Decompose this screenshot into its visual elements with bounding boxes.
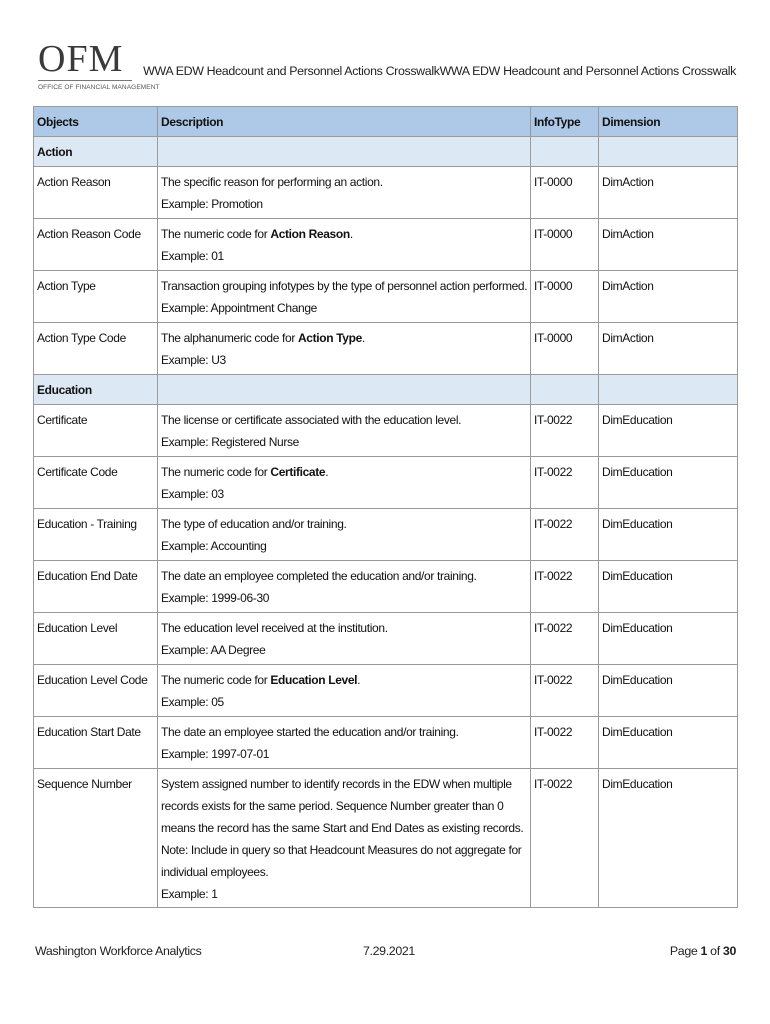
- table-row: [34, 405, 738, 457]
- table-header-row: [34, 107, 738, 137]
- infotype-cell: IT-0022: [531, 717, 599, 769]
- description-pre: The alphanumeric code for: [161, 331, 298, 345]
- description-cell: [158, 219, 531, 271]
- description-post: .: [357, 673, 361, 687]
- description-example: Example: 03: [161, 487, 224, 501]
- infotype-cell: IT-0000: [531, 271, 599, 323]
- table-row: [34, 561, 738, 613]
- column-header-description: Description: [158, 107, 531, 137]
- description-text: [161, 461, 528, 483]
- object-cell: Action Type Code: [34, 323, 158, 375]
- column-header-infotype: InfoType: [531, 107, 599, 137]
- description-note: Note: Include in query so that Headcount Measures do not aggregate for individual employees.: [161, 843, 522, 879]
- section-empty-cell: [599, 375, 738, 405]
- description-cell: [158, 613, 531, 665]
- description-text: System assigned number to identify records in the EDW when multiple records exists for the same period. Sequence Number greater than 0 means the record has the same Start and End Dates as existing records.: [161, 777, 524, 835]
- infotype-cell: IT-0022: [531, 769, 599, 908]
- page-of: of: [707, 944, 723, 958]
- description-pre: The education level received at the institution.: [161, 621, 388, 635]
- dimension-cell: DimEducation: [599, 769, 738, 908]
- description-cell: [158, 509, 531, 561]
- description-pre: The numeric code for: [161, 465, 271, 479]
- description-text: [161, 669, 528, 691]
- description-post: .: [361, 331, 365, 345]
- description-cell: [158, 665, 531, 717]
- table-row: [34, 769, 738, 908]
- document-title: WWA EDW Headcount and Personnel Actions CrosswalkWWA EDW Headcount and Personnel Actions Crosswalk: [143, 64, 736, 78]
- object-cell: Certificate: [34, 405, 158, 457]
- object-cell: Action Reason: [34, 167, 158, 219]
- description-pre: The date an employee started the education and/or training.: [161, 725, 459, 739]
- ofm-logo: [38, 38, 160, 91]
- table-row: [34, 167, 738, 219]
- description-example: Example: Promotion: [161, 197, 263, 211]
- description-text: [161, 275, 528, 297]
- table-row: [34, 665, 738, 717]
- dimension-cell: DimEducation: [599, 405, 738, 457]
- description-pre: The date an employee completed the education and/or training.: [161, 569, 477, 583]
- page-total: 30: [722, 944, 736, 958]
- description-pre: The specific reason for performing an action.: [161, 175, 383, 189]
- description-post: .: [325, 465, 329, 479]
- description-bold: Action Reason: [270, 227, 350, 241]
- description-pre: The numeric code for: [161, 227, 271, 241]
- table-row: [34, 613, 738, 665]
- description-example: Example: 01: [161, 249, 224, 263]
- footer-page-number: [670, 944, 736, 958]
- section-empty-cell: [158, 137, 531, 167]
- description-example: Example: AA Degree: [161, 643, 266, 657]
- section-row: [34, 375, 738, 405]
- table-row: [34, 219, 738, 271]
- description-cell: [158, 271, 531, 323]
- description-cell: [158, 167, 531, 219]
- description-bold: Action Type: [297, 331, 362, 345]
- description-text: [161, 327, 528, 349]
- section-empty-cell: [158, 375, 531, 405]
- description-cell: [158, 561, 531, 613]
- column-header-objects: Objects: [34, 107, 158, 137]
- dimension-cell: DimEducation: [599, 665, 738, 717]
- dimension-cell: DimAction: [599, 323, 738, 375]
- description-example: Example: 1: [161, 887, 218, 901]
- dimension-cell: DimEducation: [599, 561, 738, 613]
- object-cell: Education End Date: [34, 561, 158, 613]
- infotype-cell: IT-0022: [531, 613, 599, 665]
- description-text: [161, 171, 528, 193]
- description-cell: [158, 717, 531, 769]
- section-empty-cell: [599, 137, 738, 167]
- infotype-cell: IT-0022: [531, 509, 599, 561]
- section-empty-cell: [531, 137, 599, 167]
- object-cell: Education - Training: [34, 509, 158, 561]
- description-pre: The numeric code for: [161, 673, 271, 687]
- dimension-cell: DimAction: [599, 167, 738, 219]
- dimension-cell: DimEducation: [599, 509, 738, 561]
- section-title: Education: [34, 375, 158, 405]
- table-row: [34, 271, 738, 323]
- object-cell: Action Type: [34, 271, 158, 323]
- description-pre: The license or certificate associated with the education level.: [161, 413, 462, 427]
- object-cell: Education Start Date: [34, 717, 158, 769]
- description-cell: [158, 457, 531, 509]
- dimension-cell: DimAction: [599, 219, 738, 271]
- column-header-dimension: Dimension: [599, 107, 738, 137]
- object-cell: Sequence Number: [34, 769, 158, 908]
- description-example: Example: 05: [161, 695, 224, 709]
- description-example: Example: 1997-07-01: [161, 747, 270, 761]
- table-row: [34, 323, 738, 375]
- object-cell: Education Level: [34, 613, 158, 665]
- description-example: Example: Registered Nurse: [161, 435, 299, 449]
- page-current: 1: [700, 944, 708, 958]
- logo-divider: [38, 80, 132, 81]
- infotype-cell: IT-0022: [531, 457, 599, 509]
- description-example: Example: Appointment Change: [161, 301, 317, 315]
- description-example: Example: 1999-06-30: [161, 591, 270, 605]
- object-cell: Certificate Code: [34, 457, 158, 509]
- description-bold: Education Level: [270, 673, 358, 687]
- description-example: Example: U3: [161, 353, 226, 367]
- table-row: [34, 717, 738, 769]
- infotype-cell: IT-0022: [531, 665, 599, 717]
- table-body: [34, 137, 738, 908]
- infotype-cell: IT-0022: [531, 561, 599, 613]
- description-cell: [158, 769, 531, 908]
- description-cell: [158, 323, 531, 375]
- object-cell: Education Level Code: [34, 665, 158, 717]
- description-text: [161, 617, 528, 639]
- dimension-cell: DimEducation: [599, 613, 738, 665]
- logo-text: OFM: [38, 38, 124, 80]
- description-text: [161, 721, 528, 743]
- table-row: [34, 509, 738, 561]
- infotype-cell: IT-0000: [531, 167, 599, 219]
- description-text: [161, 409, 528, 431]
- description-post: .: [349, 227, 353, 241]
- dimension-cell: DimAction: [599, 271, 738, 323]
- page-prefix: Page: [669, 944, 701, 958]
- logo-subtext: OFFICE OF FINANCIAL MANAGEMENT: [38, 84, 160, 91]
- infotype-cell: IT-0000: [531, 323, 599, 375]
- dimension-cell: DimEducation: [599, 717, 738, 769]
- infotype-cell: IT-0022: [531, 405, 599, 457]
- footer-date: 7.29.2021: [363, 944, 415, 958]
- description-example: Example: Accounting: [161, 539, 267, 553]
- description-text: [161, 223, 528, 245]
- description-bold: Certificate: [270, 465, 326, 479]
- section-row: [34, 137, 738, 167]
- description-pre: The type of education and/or training.: [161, 517, 347, 531]
- infotype-cell: IT-0000: [531, 219, 599, 271]
- description-pre: Transaction grouping infotypes by the type of personnel action performed.: [161, 279, 528, 293]
- dimension-cell: DimEducation: [599, 457, 738, 509]
- section-title: Action: [34, 137, 158, 167]
- table-row: [34, 457, 738, 509]
- description-cell: [158, 405, 531, 457]
- crosswalk-table: [33, 106, 738, 908]
- object-cell: Action Reason Code: [34, 219, 158, 271]
- section-empty-cell: [531, 375, 599, 405]
- description-text: [161, 565, 528, 587]
- footer-organization: Washington Workforce Analytics: [35, 944, 202, 958]
- description-text: [161, 513, 528, 535]
